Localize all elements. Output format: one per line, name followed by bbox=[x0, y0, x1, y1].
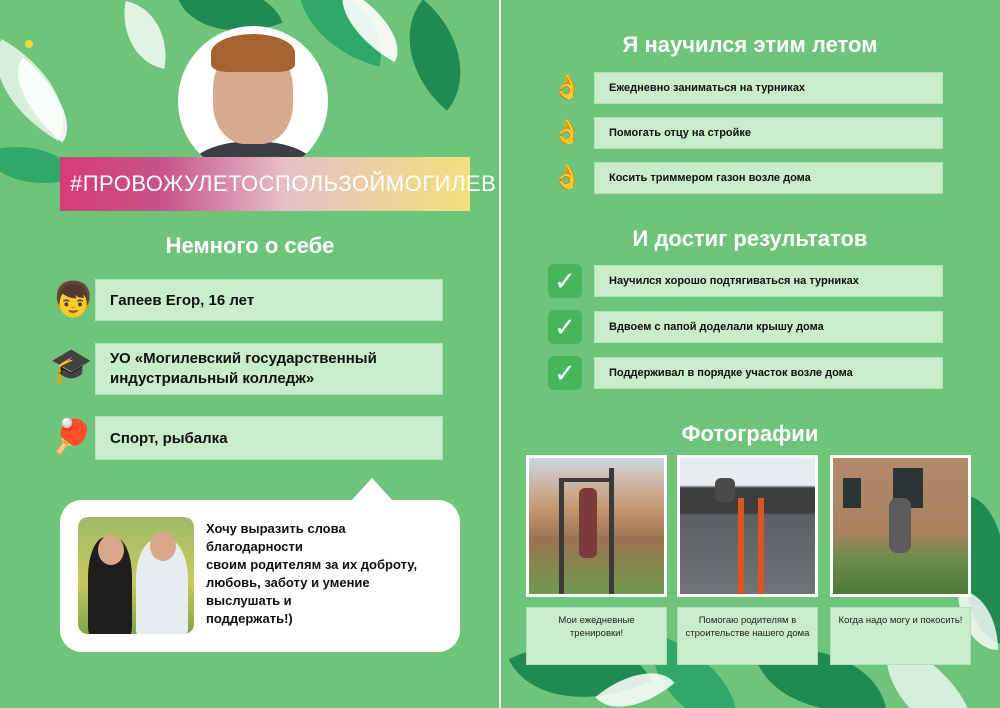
message-line-4: поддержать!) bbox=[206, 611, 293, 626]
caption-line-1: Мои ежедневные bbox=[558, 615, 635, 626]
learned-item bbox=[594, 162, 943, 194]
learned-item bbox=[594, 117, 943, 149]
caption-line-1: Помогаю родителям в bbox=[698, 615, 797, 626]
graduation-cap-icon: 🎓 bbox=[50, 346, 93, 386]
person-figure bbox=[889, 498, 911, 553]
avatar bbox=[178, 26, 328, 176]
ping-pong-icon: 🏓 bbox=[50, 417, 93, 457]
result-item-text: Научился хорошо подтягиваться на турниках bbox=[609, 275, 859, 287]
learned-item bbox=[594, 72, 943, 104]
avatar-hair bbox=[211, 34, 295, 72]
photo-construction bbox=[677, 455, 818, 597]
dot-decoration bbox=[25, 40, 33, 48]
college-line-1: УО «Могилевский государственный bbox=[110, 350, 377, 367]
learned-item-text: Ежедневно заниматься на турниках bbox=[609, 82, 806, 94]
parents-photo bbox=[78, 517, 194, 634]
check-mark-icon: ✓ bbox=[548, 264, 582, 298]
photo-image bbox=[680, 458, 815, 594]
person-head bbox=[150, 531, 176, 561]
bar-post bbox=[559, 478, 564, 594]
name-card bbox=[95, 279, 443, 321]
message-line-1: Хочу выразить слова благодарности bbox=[206, 521, 346, 554]
photo-caption bbox=[830, 607, 971, 665]
photo-image bbox=[529, 458, 664, 594]
name-text: Гапеев Егор, 16 лет bbox=[110, 291, 255, 309]
boy-icon: 👦 bbox=[52, 280, 95, 320]
hashtag-banner: #ПРОВОЖУЛЕТОСПОЛЬЗОЙМОГИЛЕВ bbox=[60, 157, 470, 211]
college-line-2: индустриальный колледж» bbox=[110, 370, 315, 387]
result-item bbox=[594, 357, 943, 389]
results-title: И достиг результатов bbox=[632, 226, 868, 251]
ok-hand-icon: 👌 bbox=[552, 164, 582, 191]
page-divider bbox=[499, 0, 501, 708]
photo-caption bbox=[526, 607, 667, 665]
hobby-text: Спорт, рыбалка bbox=[110, 429, 228, 447]
message-line-3: любовь, заботу и умение выслушать и bbox=[206, 575, 370, 608]
photo-caption bbox=[677, 607, 818, 665]
bubble-tail bbox=[350, 478, 394, 502]
result-item-text: Вдвоем с папой доделали крышу дома bbox=[609, 321, 824, 333]
photo-mowing bbox=[830, 455, 971, 597]
photo-image bbox=[833, 458, 968, 594]
message-line-2: своим родителям за их доброту, bbox=[206, 557, 418, 572]
college-card bbox=[95, 343, 443, 395]
photos-title: Фотографии bbox=[681, 421, 819, 446]
leaf-decoration bbox=[115, 1, 175, 69]
learned-title: Я научился этим летом bbox=[622, 32, 878, 57]
person-figure bbox=[579, 488, 597, 558]
caption-line-1: Когда надо могу и покосить! bbox=[838, 615, 963, 626]
person-head bbox=[98, 535, 124, 565]
ok-hand-icon: 👌 bbox=[552, 119, 582, 146]
result-item-text: Поддерживал в порядке участок возле дома bbox=[609, 367, 853, 379]
scaffold bbox=[738, 498, 744, 594]
photo-workout bbox=[526, 455, 667, 597]
check-mark-icon: ✓ bbox=[548, 310, 582, 344]
bar-post bbox=[609, 468, 614, 594]
ok-hand-icon: 👌 bbox=[552, 74, 582, 101]
check-mark-icon: ✓ bbox=[548, 356, 582, 390]
caption-line-2: тренировки! bbox=[569, 628, 624, 639]
window bbox=[843, 478, 861, 508]
learned-item-text: Косить триммером газон возле дома bbox=[609, 172, 811, 184]
bar-crossbar bbox=[559, 478, 614, 482]
caption-line-2: строительстве нашего дома bbox=[685, 628, 810, 639]
message-text bbox=[206, 520, 446, 628]
scaffold bbox=[758, 498, 764, 594]
about-title: Немного о себе bbox=[165, 233, 335, 258]
hobby-card bbox=[95, 416, 443, 460]
result-item bbox=[594, 265, 943, 297]
result-item bbox=[594, 311, 943, 343]
learned-item-text: Помогать отцу на стройке bbox=[609, 127, 752, 139]
person-figure bbox=[715, 478, 735, 502]
